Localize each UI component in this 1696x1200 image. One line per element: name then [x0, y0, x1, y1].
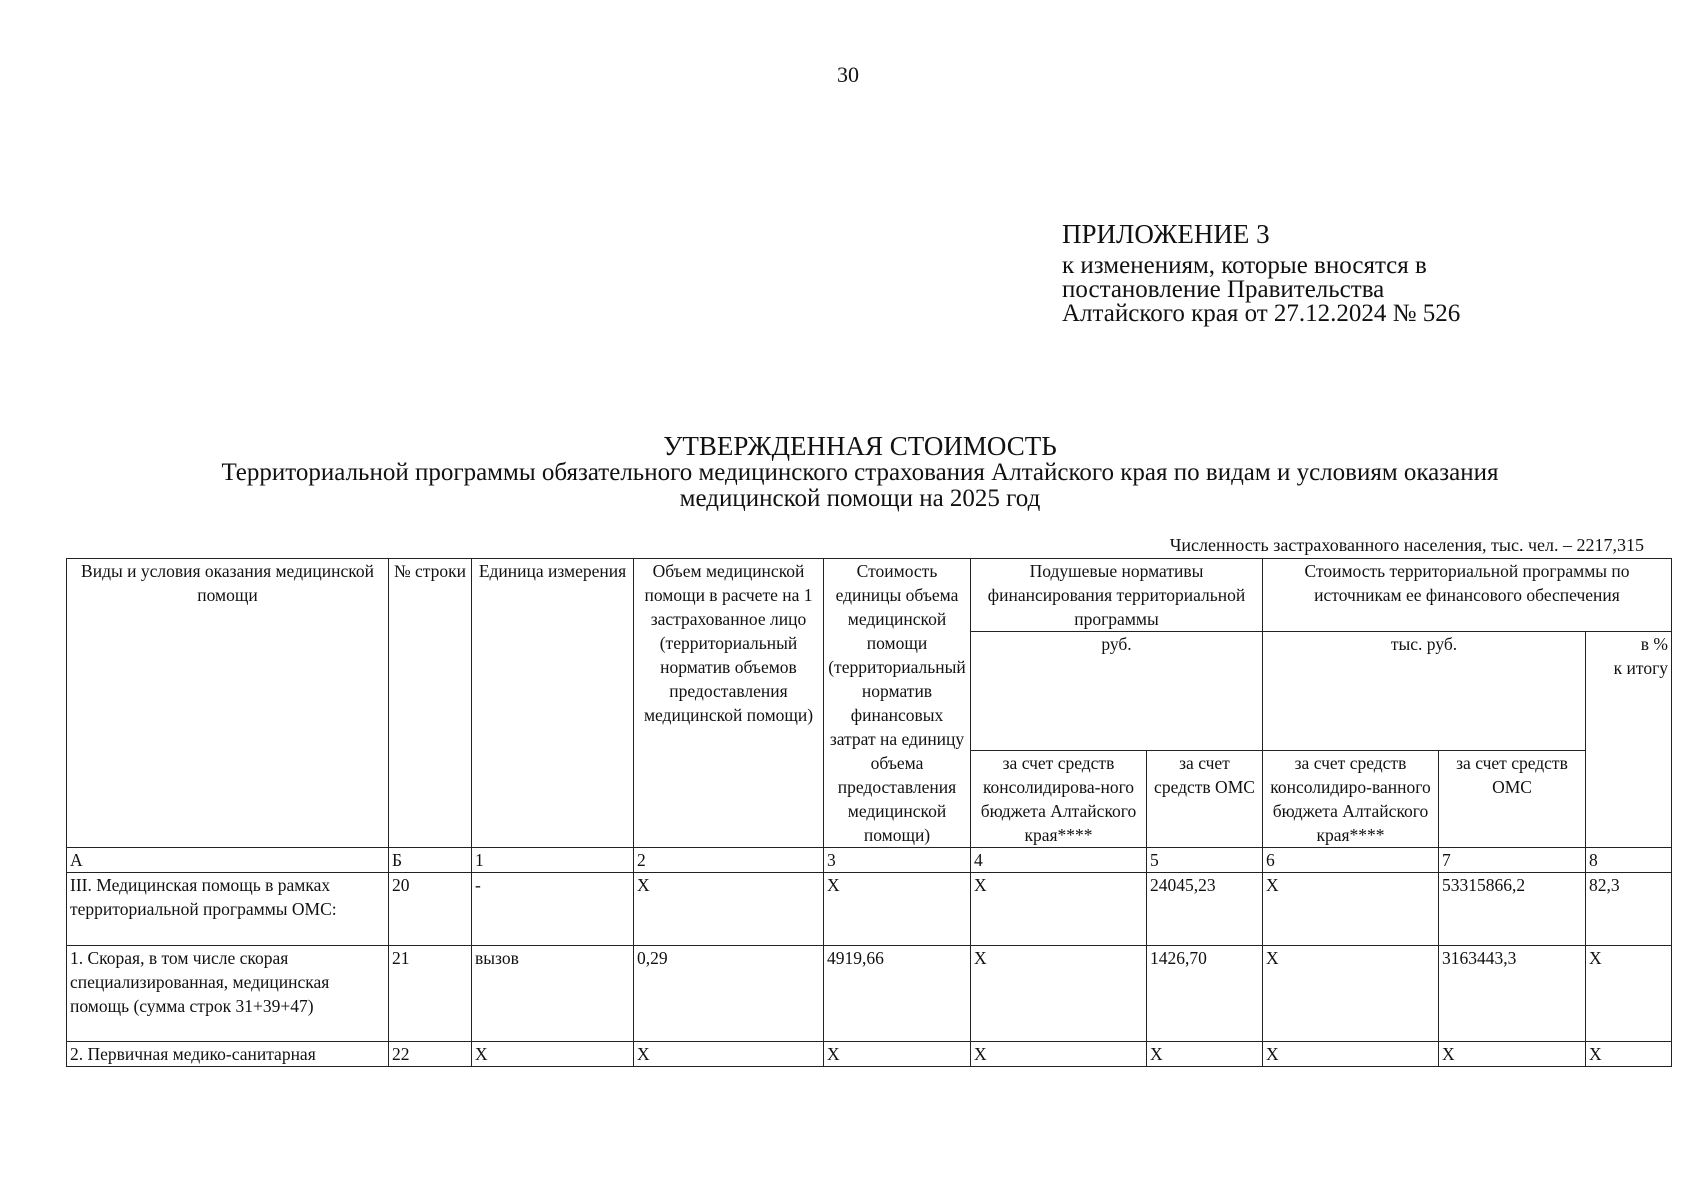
row-oms-rub: X [1147, 1042, 1263, 1067]
row-volume: X [634, 1042, 824, 1067]
appendix-title: ПРИЛОЖЕНИЕ 3 [1062, 219, 1270, 249]
table-row [67, 873, 1672, 946]
row-percent: X [1586, 946, 1672, 1042]
table-row [67, 1042, 1672, 1067]
page-number: 30 [837, 62, 859, 87]
row-unit-cost: 4919,66 [824, 946, 971, 1042]
document-subtitle: Территориальной программы обязательного медицинского страхования Алтайского края по видам и условиям оказания [221, 459, 1499, 486]
column-code: 8 [1586, 848, 1672, 873]
cost-table [66, 558, 1672, 1067]
row-line-number: 20 [389, 873, 472, 946]
header-oms-thousand: за счет средств ОМС [1439, 751, 1586, 848]
document-subtitle: медицинской помощи на 2025 год [679, 485, 1041, 512]
row-volume: 0,29 [634, 946, 824, 1042]
row-name: III. Медицинская помощь в рамках территориальной программы ОМС: [67, 873, 389, 946]
column-code-row [67, 848, 1672, 873]
row-volume: X [634, 873, 824, 946]
appendix-line: постановление Правительства [1062, 276, 1385, 303]
header-kind: Виды и условия оказания медицинской помощи [67, 559, 389, 848]
row-oms-thousand: X [1439, 1042, 1586, 1067]
row-percent: 82,3 [1586, 873, 1672, 946]
table-row [67, 946, 1672, 1042]
row-oms-rub: 1426,70 [1147, 946, 1263, 1042]
header-line-number: № строки [389, 559, 472, 848]
row-budget-rub: X [971, 946, 1147, 1042]
header-volume: Объем медицинской помощи в расчете на 1 застрахованное лицо (территориальный норматив объемов предоставления медицинской помощи) [634, 559, 824, 848]
row-name: 2. Первичная медико-санитарная [67, 1042, 389, 1067]
header-unit-cost: Стоимость единицы объема медицинской помощи (территориальный норматив финансовых затрат на единицу объема предоставления медицинской помощи) [824, 559, 971, 848]
header-per-capita-group: Подушевые нормативы финансирования территориальной программы [971, 559, 1263, 632]
row-oms-thousand: 3163443,3 [1439, 946, 1586, 1042]
header-percent-line: в % [1640, 634, 1669, 654]
table-header-row [67, 559, 1672, 632]
header-percent [1586, 632, 1672, 848]
row-unit-cost: X [824, 1042, 971, 1067]
column-code: 7 [1439, 848, 1586, 873]
column-code: 2 [634, 848, 824, 873]
row-line-number: 21 [389, 946, 472, 1042]
column-code: Б [389, 848, 472, 873]
column-code: А [67, 848, 389, 873]
column-code: 4 [971, 848, 1147, 873]
header-budget-rub: за счет средств консолидирова-ного бюджета Алтайского края**** [971, 751, 1147, 848]
row-budget-rub: X [971, 1042, 1147, 1067]
document-title: УТВЕРЖДЕННАЯ СТОИМОСТЬ [663, 431, 1057, 461]
document-heading [60, 432, 1660, 512]
appendix-line: к изменениям, которые вносятся в [1062, 252, 1427, 279]
row-unit: - [472, 873, 634, 946]
column-code: 1 [472, 848, 634, 873]
appendix-line: Алтайского края от 27.12.2024 № 526 [1062, 300, 1461, 327]
header-budget-thousand: за счет средств консолидиро-ванного бюджета Алтайского края**** [1263, 751, 1439, 848]
row-budget-thousand: X [1263, 946, 1439, 1042]
population-note: Численность застрахованного населения, тыс. чел. – 2217,315 [1169, 535, 1644, 555]
row-unit: X [472, 1042, 634, 1067]
column-code: 6 [1263, 848, 1439, 873]
row-budget-thousand: X [1263, 873, 1439, 946]
appendix-block [1062, 218, 1662, 326]
row-line-number: 22 [389, 1042, 472, 1067]
row-unit-cost: X [824, 873, 971, 946]
header-oms-rub: за счет средств ОМС [1147, 751, 1263, 848]
row-oms-rub: 24045,23 [1147, 873, 1263, 946]
row-oms-thousand: 53315866,2 [1439, 873, 1586, 946]
header-percent-line: к итогу [1613, 658, 1669, 678]
header-unit-thousand-rub: тыс. руб. [1263, 632, 1586, 751]
column-code: 3 [824, 848, 971, 873]
header-unit-rub: руб. [971, 632, 1263, 751]
row-name: 1. Скорая, в том числе скорая специализированная, медицинская помощь (сумма строк 31+39+47) [67, 946, 389, 1042]
column-code: 5 [1147, 848, 1263, 873]
row-unit: вызов [472, 946, 634, 1042]
row-budget-rub: X [971, 873, 1147, 946]
header-unit: Единица измерения [472, 559, 634, 848]
header-program-cost-group: Стоимость территориальной программы по источникам ее финансового обеспечения [1263, 559, 1672, 632]
row-percent: X [1586, 1042, 1672, 1067]
row-budget-thousand: X [1263, 1042, 1439, 1067]
